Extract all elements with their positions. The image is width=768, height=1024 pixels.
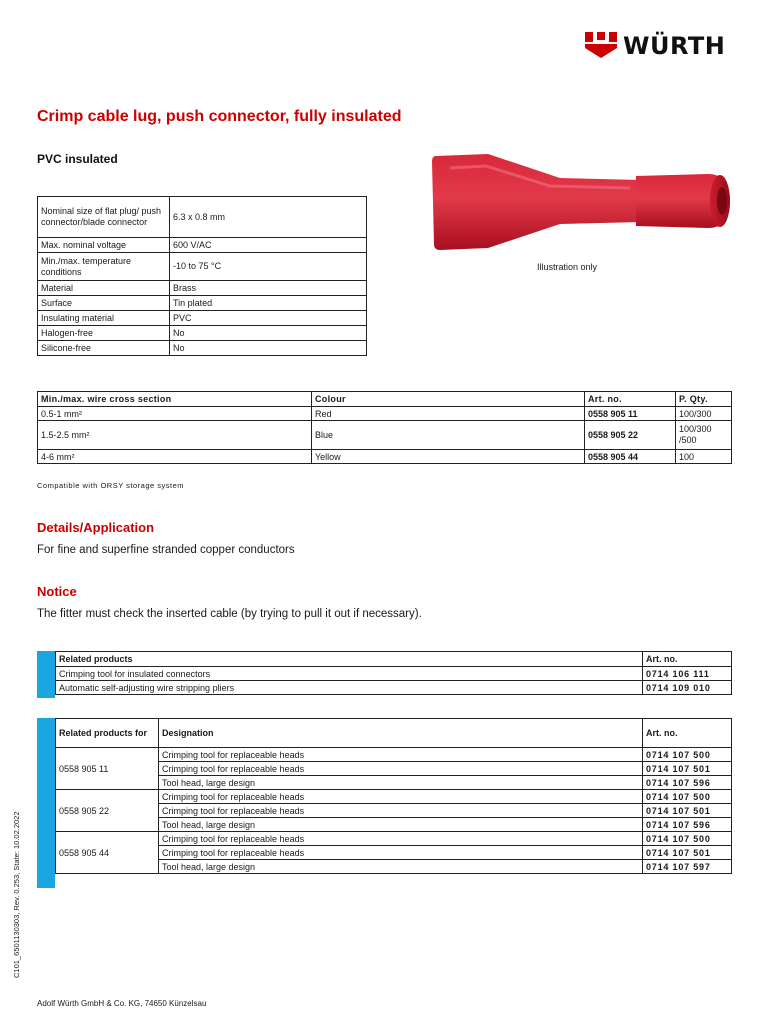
- spec-value: 6.3 x 0.8 mm: [170, 197, 367, 238]
- cell: 0558 905 11: [585, 407, 676, 421]
- cell: 4-6 mm²: [38, 450, 312, 464]
- cell: 0714 109 010: [643, 681, 732, 695]
- spec-row: [38, 281, 367, 296]
- related-for-header: [56, 719, 732, 748]
- spec-key: Silicone-free: [38, 341, 170, 356]
- cell: 0558 905 22: [585, 421, 676, 450]
- table-row: [38, 421, 732, 450]
- spec-key: Material: [38, 281, 170, 296]
- col-header: Related products: [56, 652, 643, 667]
- document-code: C101_6501130303, Rev. 0.253, State: 10.02.2022: [12, 811, 21, 978]
- wurth-logo-mark: [585, 30, 617, 60]
- spec-key: Nominal size of flat plug/ push connector/blade connector: [38, 197, 170, 238]
- cell: Tool head, large design: [159, 776, 643, 790]
- table-row: [56, 681, 732, 695]
- spec-row: [38, 238, 367, 253]
- related-header: [56, 652, 732, 667]
- cell: 0714 106 111: [643, 667, 732, 681]
- group-article: 0558 905 22: [56, 790, 159, 832]
- col-header: Designation: [159, 719, 643, 748]
- wurth-logo: [585, 30, 735, 64]
- spec-row: [38, 326, 367, 341]
- cell: 100: [676, 450, 732, 464]
- spec-value: No: [170, 341, 367, 356]
- spec-key: Min./max. temperature conditions: [38, 253, 170, 281]
- notice-heading: Notice: [37, 584, 77, 599]
- cell: Crimping tool for replaceable heads: [159, 846, 643, 860]
- cell: Tool head, large design: [159, 860, 643, 874]
- spec-row: [38, 311, 367, 326]
- spec-row: [38, 197, 367, 238]
- cell: Red: [312, 407, 585, 421]
- orsy-note: Compatible with ORSY storage system: [37, 481, 184, 490]
- spec-table: [37, 196, 367, 356]
- cell: Crimping tool for replaceable heads: [159, 762, 643, 776]
- details-text: For fine and superfine stranded copper conductors: [37, 544, 295, 556]
- col-header: Art. no.: [585, 392, 676, 407]
- spec-value: 600 V/AC: [170, 238, 367, 253]
- group-article: 0558 905 44: [56, 832, 159, 874]
- related-accent-bar: [37, 651, 55, 698]
- cell: 0714 107 500: [643, 748, 732, 762]
- cell: 0714 107 501: [643, 804, 732, 818]
- spec-value: -10 to 75 °C: [170, 253, 367, 281]
- col-header: Related products for: [56, 719, 159, 748]
- cell: 0714 107 500: [643, 832, 732, 846]
- col-header: Colour: [312, 392, 585, 407]
- illustration-note: Illustration only: [537, 262, 598, 272]
- spec-row: [38, 253, 367, 281]
- cell: 100/300 /500: [676, 421, 732, 450]
- cell: Crimping tool for replaceable heads: [159, 804, 643, 818]
- cell: 0714 107 596: [643, 776, 732, 790]
- cell: 0.5-1 mm²: [38, 407, 312, 421]
- spec-value: Brass: [170, 281, 367, 296]
- cell: Tool head, large design: [159, 818, 643, 832]
- spec-value: Tin plated: [170, 296, 367, 311]
- col-header: P. Qty.: [676, 392, 732, 407]
- cell: Crimping tool for insulated connectors: [56, 667, 643, 681]
- spec-value: No: [170, 326, 367, 341]
- spec-value: PVC: [170, 311, 367, 326]
- related-products-for-table: [55, 718, 732, 874]
- col-header: Min./max. wire cross section: [38, 392, 312, 407]
- details-heading: Details/Application: [37, 520, 155, 535]
- footer-address: Adolf Würth GmbH & Co. KG, 74650 Künzelsau: [37, 999, 207, 1008]
- spec-key: Halogen-free: [38, 326, 170, 341]
- spec-key: Surface: [38, 296, 170, 311]
- table-row: [56, 667, 732, 681]
- spec-row: [38, 341, 367, 356]
- group-article: 0558 905 11: [56, 748, 159, 790]
- cell: 100/300: [676, 407, 732, 421]
- spec-key: Max. nominal voltage: [38, 238, 170, 253]
- cell: Automatic self-adjusting wire stripping pliers: [56, 681, 643, 695]
- product-image: [430, 148, 734, 258]
- table-row: [56, 748, 732, 762]
- variants-header: [38, 392, 732, 407]
- spec-row: [38, 296, 367, 311]
- table-row: [38, 407, 732, 421]
- variants-table: [37, 391, 732, 464]
- cell: 0714 107 501: [643, 762, 732, 776]
- related-for-accent-bar: [37, 718, 55, 888]
- cell: Yellow: [312, 450, 585, 464]
- page-title: Crimp cable lug, push connector, fully insulated: [37, 108, 402, 125]
- notice-text: The fitter must check the inserted cable (by trying to pull it out if necessary).: [37, 608, 422, 620]
- related-products-table: [55, 651, 732, 695]
- cell: 0714 107 500: [643, 790, 732, 804]
- wurth-logo-text: WÜRTH: [623, 32, 726, 60]
- cell: 0714 107 596: [643, 818, 732, 832]
- table-row: [38, 450, 732, 464]
- cell: Crimping tool for replaceable heads: [159, 832, 643, 846]
- col-header: Art. no.: [643, 652, 732, 667]
- table-row: [56, 832, 732, 846]
- cell: Blue: [312, 421, 585, 450]
- cell: Crimping tool for replaceable heads: [159, 790, 643, 804]
- spec-key: Insulating material: [38, 311, 170, 326]
- page-subtitle: PVC insulated: [37, 152, 118, 166]
- col-header: Art. no.: [643, 719, 732, 748]
- cell: 0558 905 44: [585, 450, 676, 464]
- cell: Crimping tool for replaceable heads: [159, 748, 643, 762]
- cell: 1.5-2.5 mm²: [38, 421, 312, 450]
- cell: 0714 107 597: [643, 860, 732, 874]
- cell: 0714 107 501: [643, 846, 732, 860]
- table-row: [56, 790, 732, 804]
